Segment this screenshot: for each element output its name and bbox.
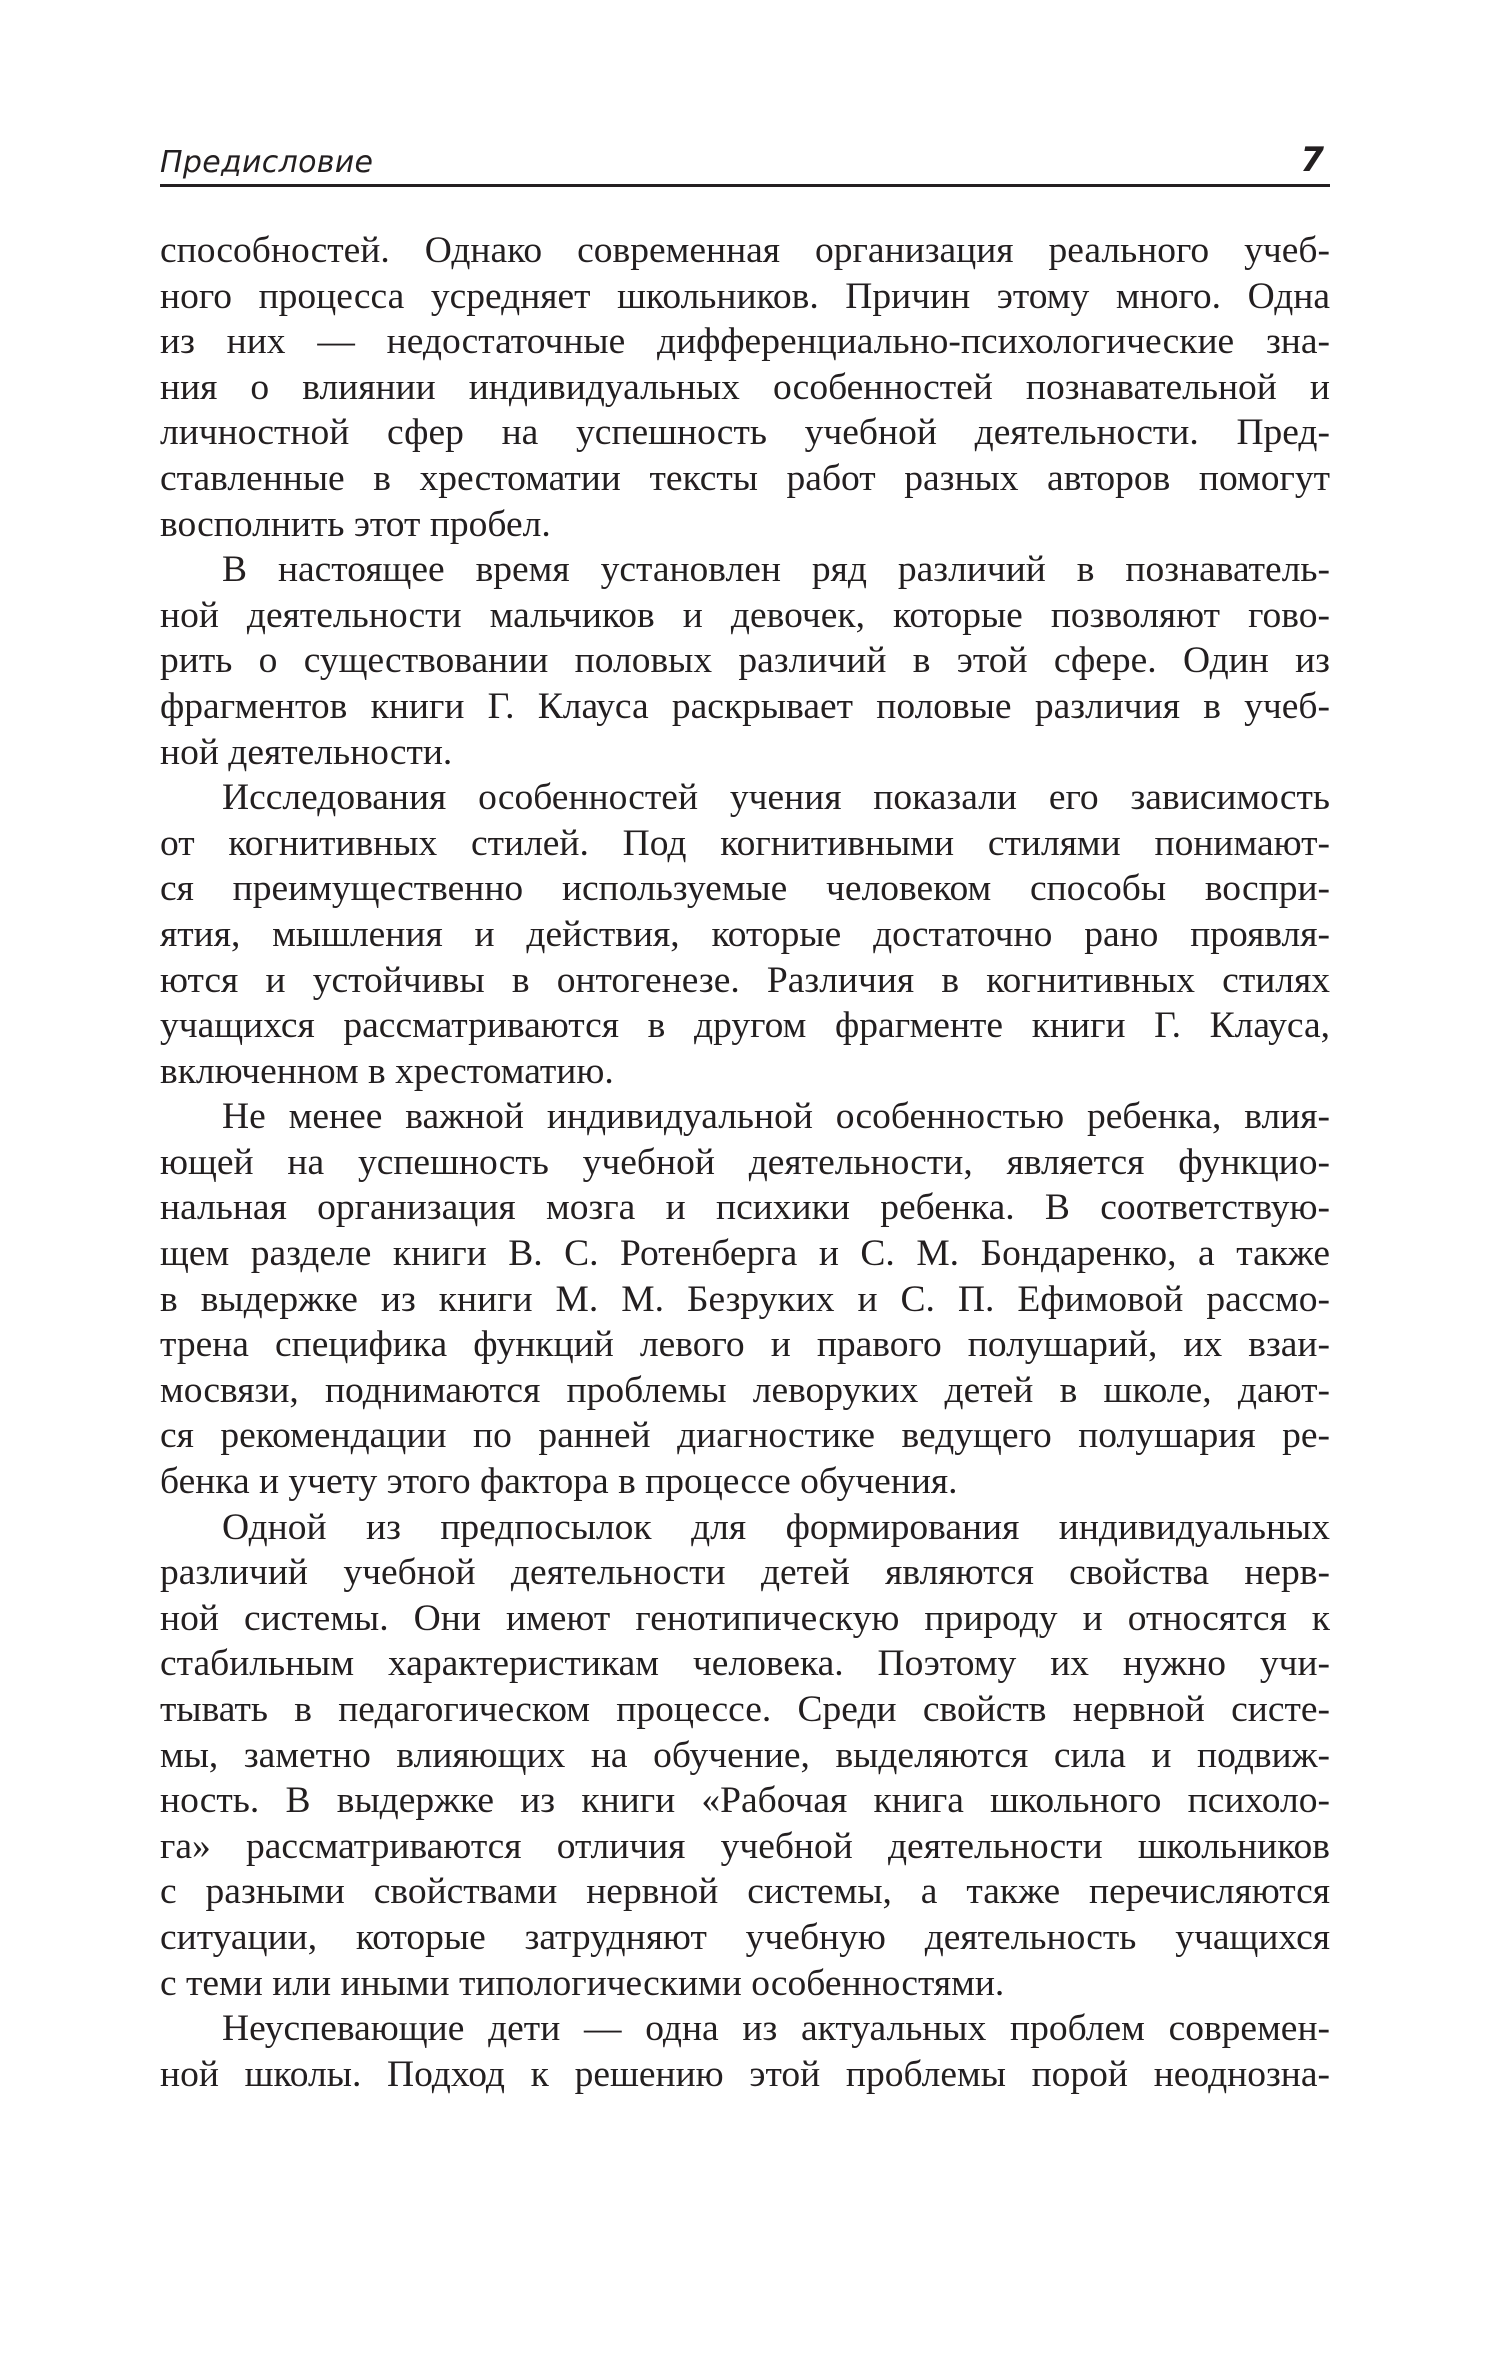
paragraph <box>160 547 1330 775</box>
text-line: ной школы. Подход к решению этой проблемы порой неоднозна- <box>160 2053 1330 2095</box>
text-line: В настоящее время установлен ряд различий в познаватель- <box>222 549 1330 591</box>
text-line: Одной из предпосылок для формирования индивидуальных <box>222 1506 1330 1548</box>
text-line: ного процесса усредняет школьников. Причин этому много. Одна <box>160 275 1330 317</box>
text-line: ются и устойчивы в онтогенезе. Различия в когнитивных стилях <box>160 959 1330 1001</box>
text-line: с теми или иными типологическими особенностями. <box>160 1962 1005 2004</box>
text-line: га» рассматриваются отличия учебной деятельности школьников <box>160 1825 1330 1867</box>
text-line: ставленные в хрестоматии тексты работ разных авторов помогут <box>160 457 1330 499</box>
text-line: Исследования особенностей учения показали его зависимость <box>222 777 1330 819</box>
text-line: Неуспевающие дети — одна из актуальных проблем современ- <box>222 2008 1330 2050</box>
paragraph <box>160 2006 1330 2097</box>
text-line: включенном в хрестоматию. <box>160 1050 614 1092</box>
text-line: тывать в педагогическом процессе. Среди свойств нервной систе- <box>160 1689 1330 1730</box>
text-line: личностной сфер на успешность учебной деятельности. Пред- <box>160 412 1330 454</box>
paragraph <box>160 1505 1330 2007</box>
text-line: различий учебной деятельности детей являются свойства нерв- <box>160 1552 1330 1594</box>
text-line: мы, заметно влияющих на обучение, выделяются сила и подвиж- <box>160 1734 1330 1776</box>
page-body <box>160 228 1330 2097</box>
text-line: ной системы. Они имеют генотипическую природу и относятся к <box>160 1597 1330 1639</box>
text-line: мосвязи, поднимаются проблемы леворуких детей в школе, дают- <box>160 1369 1330 1411</box>
text-line: учащихся рассматриваются в другом фрагменте книги Г. Клауса, <box>160 1005 1330 1047</box>
text-line: ния о влиянии индивидуальных особенностей познавательной и <box>160 366 1330 408</box>
page-header <box>160 136 1330 187</box>
text-line: бенка и учету этого фактора в процессе обучения. <box>160 1461 958 1503</box>
text-line: ятия, мышления и действия, которые достаточно рано проявля- <box>160 913 1330 955</box>
text-line: из них — недостаточные дифференциально-психологические зна- <box>160 321 1330 363</box>
text-line: от когнитивных стилей. Под когнитивными стилями понимают- <box>160 822 1330 864</box>
text-line: рить о существовании половых различий в этой сфере. Один из <box>160 640 1330 682</box>
page-number: 7 <box>1300 140 1324 180</box>
text-line: ной деятельности. <box>160 731 453 773</box>
text-line: щем разделе книги В. С. Ротенберга и С. М. Бондаренко, а также <box>160 1233 1330 1275</box>
running-head: Предисловие <box>160 145 374 180</box>
text-line: фрагментов книги Г. Клауса раскрывает половые различия в учеб- <box>160 685 1330 727</box>
text-line: ющей на успешность учебной деятельности, является функцио- <box>160 1141 1330 1183</box>
text-line: с разными свойствами нервной системы, а также перечисляются <box>160 1871 1330 1913</box>
text-line: способностей. Однако современная организация реального учеб- <box>160 230 1330 271</box>
paragraph <box>160 228 1330 547</box>
text-line: в выдержке из книги М. М. Безруких и С. П. Ефимовой рассмо- <box>160 1278 1330 1320</box>
text-line: нальная организация мозга и психики ребенка. В соответствую- <box>160 1187 1330 1229</box>
text-line: ся рекомендации по ранней диагностике ведущего полушария ре- <box>160 1415 1330 1457</box>
paragraph <box>160 1094 1330 1504</box>
text-line: ной деятельности мальчиков и девочек, которые позволяют гово- <box>160 594 1330 636</box>
text-line: ситуации, которые затрудняют учебную деятельность учащихся <box>160 1916 1330 1958</box>
text-line: Не менее важной индивидуальной особенностью ребенка, влия- <box>222 1096 1330 1138</box>
text-line: ся преимущественно используемые человеком способы воспри- <box>160 868 1330 910</box>
paragraph <box>160 775 1330 1094</box>
text-line: восполнить этот пробел. <box>160 503 551 545</box>
text-line: ность. В выдержке из книги «Рабочая книга школьного психоло- <box>160 1780 1330 1822</box>
text-line: трена специфика функций левого и правого полушарий, их взаи- <box>160 1324 1330 1366</box>
text-line: стабильным характеристикам человека. Поэтому их нужно учи- <box>160 1643 1330 1685</box>
